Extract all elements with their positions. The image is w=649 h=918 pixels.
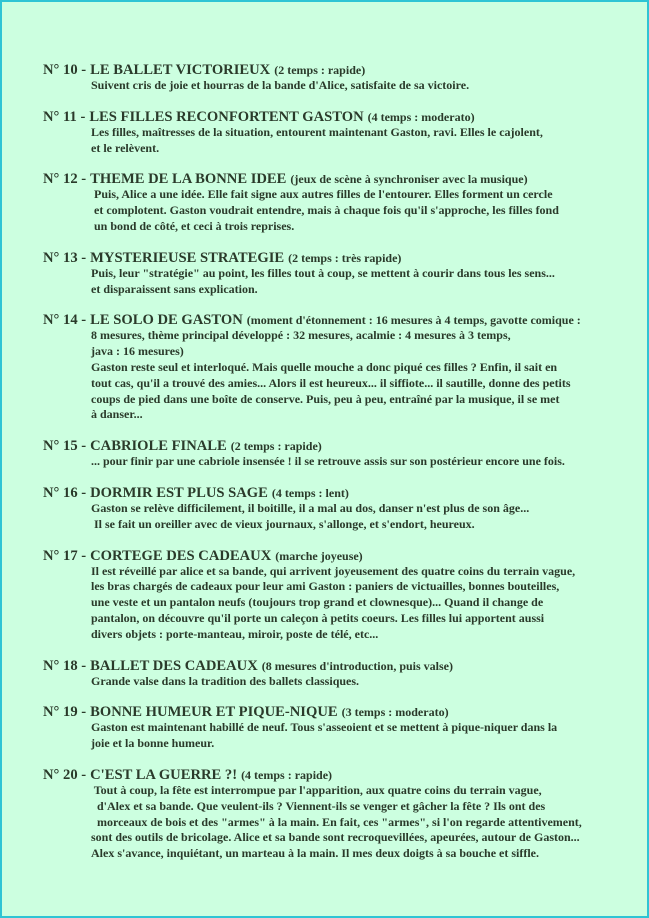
scene-tempo: (3 temps : moderato)	[341, 705, 449, 720]
scene-title: LE SOLO DE GASTON	[90, 312, 243, 329]
scene-title: THEME DE LA BONNE IDEE	[90, 171, 287, 188]
scene-heading	[43, 250, 633, 266]
scene-entry-13	[43, 250, 633, 298]
scene-entry-12	[43, 171, 633, 234]
scene-list	[43, 62, 633, 877]
scene-heading	[43, 312, 633, 328]
scene-tempo: (marche joyeuse)	[275, 548, 363, 563]
scene-number: N° 17 -	[43, 547, 87, 564]
scene-tempo: (moment d'étonnement : 16 mesures à 4 temps, gavotte comique :	[246, 313, 581, 328]
scene-entry-20	[43, 767, 633, 862]
scene-number: N° 16 -	[43, 484, 87, 501]
scene-number: N° 10 -	[43, 62, 87, 78]
scene-number: N° 19 -	[43, 704, 87, 721]
scene-tempo: (2 temps : rapide)	[274, 63, 366, 77]
scene-heading	[43, 109, 633, 125]
scene-number: N° 15 -	[43, 438, 87, 455]
scene-number: N° 20 -	[43, 766, 87, 783]
scene-heading	[43, 704, 633, 720]
scene-description: Gaston se relève difficilement, il boitille, il a mal au dos, danser n'est plus de son âge... Il se fait un oreiller avec de vieux journaux, s'allonge, et s'endort, heureux.	[91, 500, 530, 531]
scene-title: LE BALLET VICTORIEUX	[90, 62, 271, 78]
scene-entry-11	[43, 109, 633, 157]
scene-title: DORMIR EST PLUS SAGE	[90, 484, 268, 501]
scene-tempo: (8 mesures d'introduction, puis valse)	[261, 658, 453, 673]
scene-description: Puis, leur "stratégie" au point, les filles tout à coup, se mettent à courir dans tous les sens... et disparaissent sans explication.	[91, 265, 555, 296]
scene-title: CORTEGE DES CADEAUX	[90, 547, 272, 564]
scene-entry-14	[43, 312, 633, 423]
scene-entry-16	[43, 485, 633, 533]
scene-description: ... pour finir par une cabriole insensée ! il se retrouve assis sur son postérieur encore une fois.	[91, 454, 565, 469]
scene-description: Suivent cris de joie et hourras de la bande d'Alice, satisfaite de sa victoire.	[91, 78, 470, 92]
scene-description: 8 mesures, thème principal développé : 32 mesures, acalmie : 4 mesures à 3 temps, java : 16 mesures) Gaston reste seul et interloqué. Mais quelle mouche a donc piqué ces filles ? Enfin, il sait en tout cas, qu'il a trouvé des amies... Alors il est heureux... il siffiote... il sautille, donne des petits coups de pied dans une boîte de conserve. Puis, peu à peu, entraîné par la musique, il se met à danser...	[91, 328, 571, 422]
scene-number: N° 11 -	[43, 108, 86, 125]
scene-heading	[43, 767, 633, 783]
scene-tempo: (4 temps : lent)	[271, 485, 349, 500]
scene-entry-17	[43, 548, 633, 643]
scene-description: Tout à coup, la fête est interrompue par l'apparition, aux quatre coins du terrain vague, d'Alex et sa bande. Que veulent-ils ? Viennent-ils se venger et gâcher la fête ? Ils ont des morceaux de bois et des "armes" à la main. En fait, ces "armes", si l'on regarde attentivement, sont des outils de bricolage. Alice et sa bande sont recroquevillées, apeurées, autour de Gaston... Alex s'avance, inquiétant, un marteau à la main. Il mes deux doigts à sa bouche et siffle.	[91, 782, 582, 861]
scene-description: Les filles, maîtresses de la situation, entourent maintenant Gaston, ravi. Elles le cajolent, et le relèvent.	[91, 124, 543, 155]
scene-tempo: (2 temps : rapide)	[230, 439, 322, 454]
scene-entry-15	[43, 438, 633, 470]
scene-number: N° 13 -	[43, 249, 87, 266]
scene-description: Puis, Alice a une idée. Elle fait signe aux autres filles de l'entourer. Elles forment un cercle et complotent. Gaston voudrait entendre, mais à chaque fois qu'il s'approche, les filles fond un bond de côté, et ceci à trois reprises.	[94, 187, 559, 233]
scene-tempo: (4 temps : rapide)	[241, 767, 333, 782]
scene-title: BONNE HUMEUR ET PIQUE-NIQUE	[90, 704, 338, 721]
scene-heading	[43, 171, 633, 187]
scene-entry-18	[43, 658, 633, 690]
scene-title: LES FILLES RECONFORTENT GASTON	[89, 108, 364, 125]
scene-entry-10	[43, 62, 633, 94]
scene-tempo: (4 temps : moderato)	[367, 109, 475, 124]
scene-tempo: (2 temps : très rapide)	[288, 250, 402, 265]
scene-heading	[43, 658, 633, 674]
scene-heading	[43, 438, 633, 454]
scene-title: BALLET DES CADEAUX	[90, 657, 258, 674]
scene-description: Gaston est maintenant habillé de neuf. Tous s'asseoient et se mettent à pique-niquer dans la joie et la bonne humeur.	[91, 720, 558, 751]
scene-title: C'EST LA GUERRE ?!	[90, 766, 238, 783]
scene-title: MYSTERIEUSE STRATEGIE	[90, 249, 285, 266]
scene-description: Grande valse dans la tradition des ballets classiques.	[91, 673, 360, 688]
scene-entry-19	[43, 704, 633, 752]
scene-number: N° 14 -	[43, 312, 87, 329]
scene-tempo: (jeux de scène à synchroniser avec la musique)	[290, 172, 528, 187]
scene-description: Il est réveillé par alice et sa bande, qui arrivent joyeusement des quatre coins du terrain vague, les bras chargés de cadeaux pour leur ami Gaston : paniers de victuailles, bonnes bouteilles, une veste et un pantalon neufs (toujours trop grand et clownesque)... Quand il change de pantalon, on découvre qu'il porte un caleçon à petits coeurs. Les filles lui apportent aussi divers objets : porte-manteau, miroir, poste de télé, etc...	[91, 563, 576, 641]
scene-heading	[43, 548, 633, 564]
scene-number: N° 18 -	[43, 657, 87, 674]
scene-number: N° 12 -	[43, 171, 87, 188]
scene-heading	[43, 485, 633, 501]
scene-title: CABRIOLE FINALE	[90, 438, 227, 455]
scene-heading	[43, 62, 633, 78]
